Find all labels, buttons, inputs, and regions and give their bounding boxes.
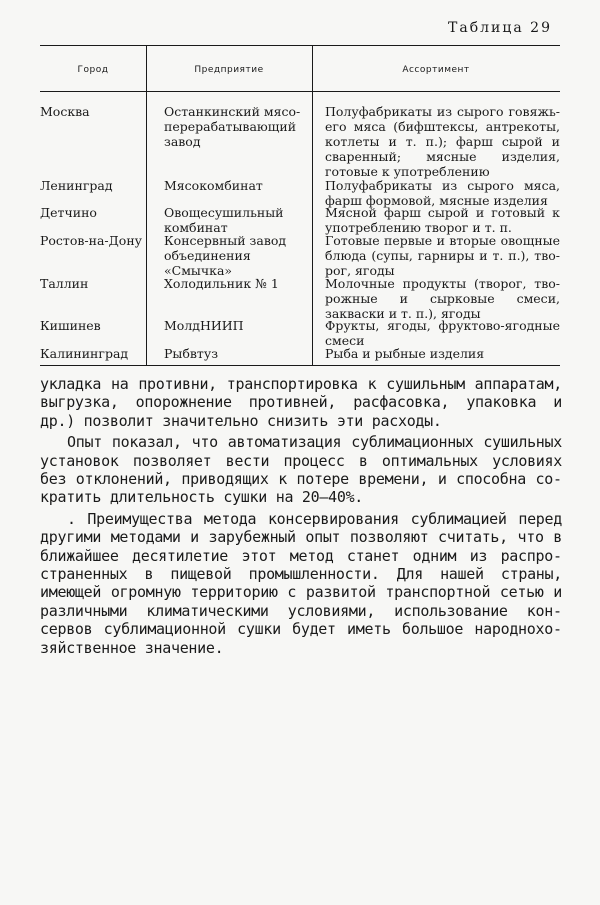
cell-city: Кишинев [40,318,101,333]
paragraph: укладка на противни, транспортировка к сушильным аппаратам, выгрузка, опорожнение противней, расфасовка, упаковка и др.) позволит значительно снизить эти расходы. [40,375,562,430]
cell-enterprise: Мясокомбинат [164,178,263,193]
cell-assortment: Молочные продукты (творог, творожные и сырковые смеси, закваски и т. п.), ягоды [325,276,560,321]
column-divider [312,45,313,365]
cell-enterprise: Рыбвтуз [164,346,219,361]
header-assortment: Ассортимент [402,65,470,75]
cell-assortment: Рыба и рыбные изделия [325,346,485,361]
header-city: Город [77,65,109,75]
cell-enterprise: Останкинский мясоперерабатывающий завод [164,104,301,149]
table-top-rule [40,45,560,46]
cell-city: Таллин [40,276,89,291]
cell-enterprise: Холодильник № 1 [164,276,279,291]
body-text [40,375,562,657]
column-divider [146,45,147,365]
cell-assortment: Мясной фарш сырой и готовый к употреблению творог и т. п. [325,205,560,235]
cell-city: Ленинград [40,178,113,193]
cell-city: Детчино [40,205,97,220]
cell-enterprise: МолдНИИП [164,318,244,333]
table-header-rule [40,91,560,92]
paragraph: . Преимущества метода консервирования сублимацией перед другими методами и зарубежный опыт позволяют считать, что в ближайшее десятилетие этот метод станет одним из распространенных в пищевой промышленности. Для нашей страны, имеющей огромную территорию с развитой транспортной сетью и различными климатическими условиями, использование консервов сублимационной сушки будет иметь большое народнохозяйственное значение. [40,509,562,657]
cell-city: Москва [40,104,90,119]
cell-city: Ростов-на-Дону [40,233,143,248]
cell-enterprise: Консервный завод объединения «Смычка» [164,233,287,278]
cell-city: Калининград [40,346,129,361]
cell-assortment: Готовые первые и вторые овощные блюда (супы, гарниры и т. п.), творог, ягоды [325,233,560,278]
cell-assortment: Полуфабрикаты из сырого говяжьего мяса (бифштексы, антрекоты, котлеты и т. п.); фарш сырой и сваренный; мясные изделия, готовые к употреблению [325,104,560,179]
table-caption: Таблица 29 [448,20,552,36]
cell-assortment: Фрукты, ягоды, фруктово-ягодные смеси [325,318,560,348]
header-enterprise: Предприятие [194,65,264,75]
table-bottom-rule [40,365,560,366]
cell-enterprise: Овощесушильный комбинат [164,205,284,235]
paragraph: Опыт показал, что автоматизация сублимационных сушильных установок позволяет вести процесс в оптимальных условиях без отклонений, приводящих к потере времени, и способна сократить длительность сушки на 20—40%. [40,433,562,507]
cell-assortment: Полуфабрикаты из сырого мяса, фарш формовой, мясные изделия [325,178,560,208]
